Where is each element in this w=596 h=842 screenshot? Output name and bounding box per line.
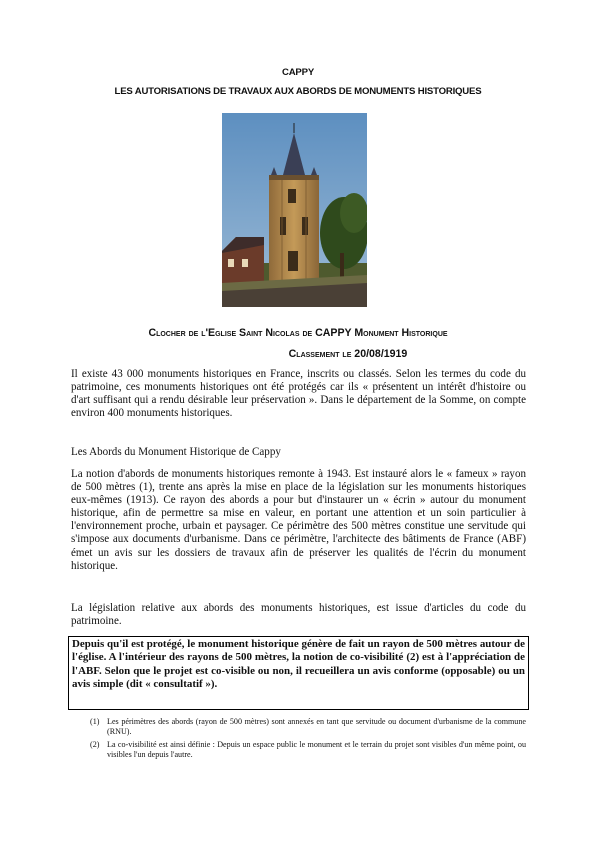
photo-caption-title: Clocher de l'Eglise Saint Nicolas de CAPPY Monument Historique: [148, 327, 448, 339]
footnote-2-number: (2): [90, 740, 100, 749]
photo-caption-date: Classement le 20/08/1919: [288, 348, 408, 360]
document-title: CAPPY: [281, 67, 315, 78]
paragraph-abords: La notion d'abords de monuments historiques remonte à 1943. Est instauré alors le « fameux » rayon de 500 mètres (1), trente ans après la mise en place de la législation sur les monuments historiques eux-mêmes (1913). Ce rayon des abords a pour but d'instaurer un « écrin » autour du monument historique, afin de permettre sa mise en valeur, en portant une attention et un soin particulier à l'environnement proche, urbain et paysager. Ce périmètre des 500 mètres constitue une servitude qui s'impose aux documents d'urbanisme. Dans ce périmètre, l'architecte des bâtiments de France (ABF) émet un avis sur les dossiers de travaux afin de préserver les qualités de l'écrin du monument historique.: [71, 468, 526, 572]
highlight-box: Depuis qu'il est protégé, le monument historique génère de fait un rayon de 500 mètres autour de l'église. A l'intérieur des rayons de 500 mètres, la notion de co-visibilité (2) est à l'appréciation de l'ABF. Selon que le projet est co-visible ou non, il recueillera un avis conforme (opposable) ou un avis simple (dit « consultatif »).: [68, 636, 529, 710]
document-subtitle: LES AUTORISATIONS DE TRAVAUX AUX ABORDS DE MONUMENTS HISTORIQUES: [114, 86, 482, 97]
paragraph-intro: Il existe 43 000 monuments historiques en France, inscrits ou classés. Selon les termes du code du patrimoine, ces monuments historiques ont été protégés car ils « présentent un intérêt d'histoire ou d'art suffisant qui a rendu désirable leur préservation ». Dans le département de la Somme, on compte environ 400 monuments historiques.: [71, 368, 526, 420]
section-heading-abords: Les Abords du Monument Historique de Cappy: [71, 446, 281, 458]
footnote-1-number: (1): [90, 717, 100, 726]
footnote-2-text: La co-visibilité est ainsi définie : Depuis un espace public le monument et le terrain du projet sont visibles d'un même point, ou visibles l'un depuis l'autre.: [107, 740, 526, 760]
church-photo: [222, 113, 367, 307]
footnote-1-text: Les périmètres des abords (rayon de 500 mètres) sont annexés en tant que servitude ou document d'urbanisme de la commune (RNU).: [107, 717, 526, 737]
paragraph-legislation: La législation relative aux abords des monuments historiques, est issue d'articles du code du patrimoine.: [71, 602, 526, 628]
